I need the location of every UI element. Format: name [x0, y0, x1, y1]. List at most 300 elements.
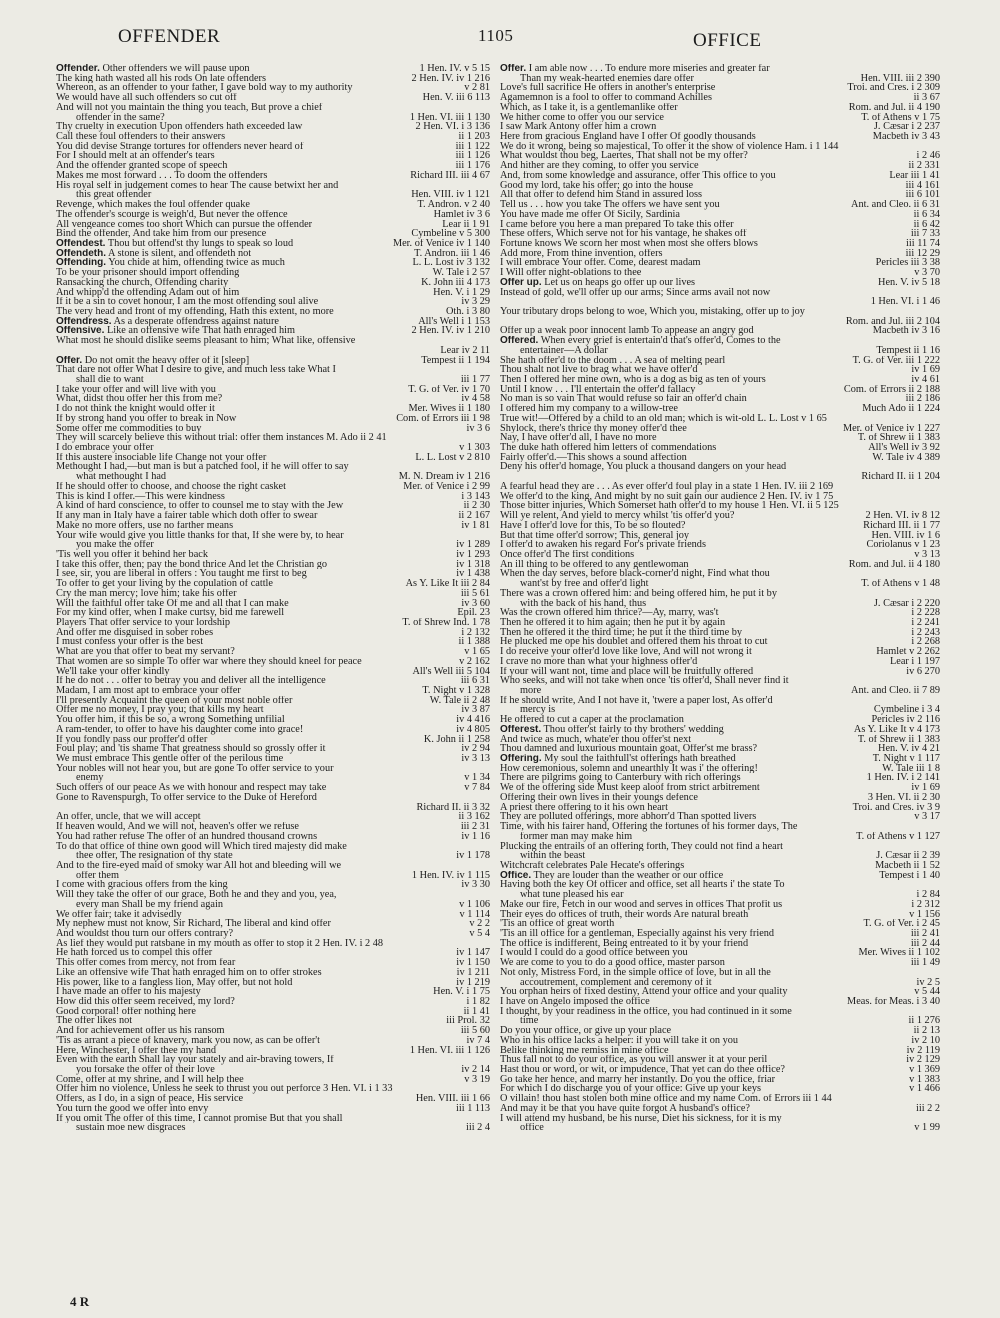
citation: Hen. VIII. iii 2 390 — [858, 74, 940, 84]
entry-line — [500, 385, 940, 395]
citation: i 2 241 — [908, 618, 940, 628]
citation: ii 6 34 — [911, 210, 940, 220]
entry-line — [56, 1123, 490, 1133]
citation: T. Andron. iii 1 46 — [411, 249, 490, 259]
citation: iv 3 29 — [458, 297, 490, 307]
entry-line — [500, 511, 940, 521]
citation: Macbeth iv 3 16 — [870, 326, 940, 336]
entry-text — [56, 1036, 320, 1046]
entry-line — [56, 394, 490, 404]
entry-text — [500, 715, 684, 725]
quotation: Once offer'd The first conditions — [500, 549, 635, 560]
entry-line — [500, 336, 940, 346]
quotation: And may it be that you have quite forgot A husband's office? — [500, 1103, 750, 1114]
quotation: Makes me most forward . . . To doom the offenders — [56, 170, 268, 181]
entry-text — [500, 229, 746, 239]
entry-text — [500, 842, 783, 852]
citation: Rom. and Jul. ii 4 180 — [846, 560, 940, 570]
quotation: You orphan heirs of fixed destiny, Attend your office and your quality — [500, 987, 788, 997]
entry-text — [500, 686, 541, 696]
entry-line — [500, 667, 940, 677]
entry-text — [56, 326, 295, 336]
quotation: As a desperate offendress against nature — [113, 316, 279, 327]
entry-line — [56, 1104, 490, 1114]
entry-line — [56, 365, 490, 375]
entry-text — [500, 793, 698, 803]
entry-text — [500, 103, 678, 113]
entry-line — [500, 1104, 940, 1114]
quotation: Belike thinking me remiss in mine office — [500, 1045, 669, 1056]
quotation: I thought, by your readiness in the office, you had continued in it some — [500, 1006, 792, 1017]
quotation: Thou shalt not live to brag what we have offer'd — [500, 365, 698, 375]
entry-text — [500, 1007, 792, 1017]
citation: All's Well iii 5 104 — [410, 667, 491, 677]
entry-line — [56, 433, 490, 443]
entry-line — [56, 579, 490, 589]
headword: Offending. — [56, 258, 106, 269]
entry-line — [56, 103, 490, 113]
entry-text — [56, 424, 201, 434]
entry-line — [500, 365, 940, 375]
citation: Hen. VIII. iii 1 66 — [413, 1094, 490, 1104]
entry-text — [500, 511, 734, 521]
entry-text — [500, 540, 706, 550]
citation: 2 Hen. VI. iv 8 12 — [863, 511, 940, 521]
citation: 1 Hen. VI. iii 1 130 — [407, 113, 490, 123]
entry-line — [56, 978, 490, 988]
quotation: Make our fire, Fetch in our wood and serves in offices That profit us — [500, 899, 783, 910]
citation: iv 1 69 — [908, 365, 940, 375]
citation: Hen. VIII. iv 1 6 — [869, 531, 940, 541]
citation: ii 1 276 — [906, 1016, 940, 1026]
citation: ii 1 41 — [461, 1007, 490, 1017]
entry-line — [500, 521, 940, 531]
entry-line — [56, 531, 490, 541]
entry-line — [56, 414, 490, 424]
entry-line — [500, 618, 940, 628]
quotation: This offer comes from mercy, not from fear — [56, 958, 236, 968]
entry-text — [500, 346, 608, 356]
entry-line — [500, 171, 940, 181]
quotation: We of the offering side Must keep aloof from strict arbitrement — [500, 783, 760, 793]
quotation: To be your prisoner should import offending — [56, 268, 240, 278]
citation: iv 1 289 — [453, 540, 490, 550]
citation: 2 Hen. IV. iv 1 216 — [409, 74, 490, 84]
quotation: The offer likes not — [56, 1016, 133, 1027]
quotation: You have made me offer Of Sicily, Sardinia — [500, 209, 680, 220]
quotation: Add more, From thine invention, offers — [500, 248, 663, 259]
quotation: I offered him my company to a willow-tree — [500, 404, 678, 414]
entry-line — [500, 1114, 940, 1124]
quotation: I Will offer night-oblations to thee — [500, 268, 642, 278]
entry-text — [56, 210, 288, 220]
quotation: Gone to Ravenspurgh, To offer service to the Duke of Hereford — [56, 792, 317, 803]
entry-line — [56, 492, 490, 502]
citation: Rom. and Jul. iii 2 104 — [843, 317, 940, 327]
entry-text — [56, 880, 228, 890]
quotation: Your wife would give you little thanks for that, If she were by, to hear — [56, 530, 344, 541]
entry-text — [56, 764, 334, 774]
entry-line — [56, 589, 490, 599]
quotation: Tell us . . . how you take The offers we have sent you — [500, 200, 720, 210]
citation: Cymbeline i 3 4 — [871, 705, 940, 715]
citation: Much Ado ii 1 224 — [859, 404, 940, 414]
entry-line — [56, 803, 490, 813]
entry-line — [56, 288, 490, 298]
entry-text — [500, 171, 776, 181]
entry-text — [56, 385, 216, 395]
citation: iv 3 30 — [458, 880, 490, 890]
citation: i 2 46 — [914, 151, 940, 161]
entry-line — [56, 326, 490, 336]
quotation: We would have all such offenders so cut off — [56, 93, 237, 103]
entry-text — [500, 1055, 767, 1065]
citation: ii 1 203 — [456, 132, 490, 142]
entry-line — [56, 1036, 490, 1046]
quotation: Then he offered it the third time; he put it the third time by — [500, 627, 743, 638]
citation: v 5 4 — [466, 929, 490, 939]
quotation: All vengeance comes too short Which can pursue the offender — [56, 219, 313, 230]
quotation: They are louder than the weather or our office — [533, 870, 724, 881]
quotation: A stone is silent, and offendeth not — [108, 248, 252, 259]
entry-line — [500, 968, 940, 978]
entry-line — [56, 472, 490, 482]
entry-text — [56, 968, 322, 978]
citation: Richard II. ii 3 32 — [414, 803, 491, 813]
entry-text — [500, 1075, 775, 1085]
citation: iii 4 161 — [903, 181, 940, 191]
quotation: All that offer to defend him Stand in assured loss — [500, 190, 702, 201]
entry-line — [500, 1046, 940, 1056]
quotation: No man is so vain That would refuse so fair an offer'd chain — [500, 394, 747, 405]
entry-text — [500, 725, 724, 735]
entry-line — [56, 919, 490, 929]
citation: Tempest ii 1 16 — [873, 346, 940, 356]
entry-text — [500, 880, 785, 890]
entry-text — [500, 385, 695, 395]
quotation: Such offers of our peace As we with honour and respect may take — [56, 783, 327, 793]
entry-line — [500, 356, 940, 366]
entry-line — [56, 637, 490, 647]
entry-text — [56, 122, 302, 132]
quotation: Offer him no violence, Unless he seek to thrust you out perforce 3 Hen. VI. i 1 33 — [56, 1084, 393, 1095]
quotation: If you omit The offer of this time, I cannot promise But that you shall — [56, 1113, 343, 1124]
entry-text — [56, 492, 225, 502]
entry-line — [500, 462, 940, 472]
entry-line — [500, 83, 940, 93]
entry-text — [500, 647, 752, 657]
quotation: The very head and front of my offending, Hath this extent, no more — [56, 306, 334, 317]
quotation: There was a crown offered him: and being offered him, he put it by — [500, 588, 777, 599]
entry-line — [500, 705, 940, 715]
entry-text — [56, 628, 213, 638]
entry-line — [56, 249, 490, 259]
entry-text — [500, 326, 754, 336]
citation: Hamlet iv 3 6 — [431, 210, 490, 220]
citation: iii 2 31 — [458, 822, 490, 832]
entry-text — [56, 987, 201, 997]
right-headword: OFFICE — [693, 30, 762, 51]
entry-line — [500, 676, 940, 686]
quotation: Do not omit the heavy offer of it [sleep] — [84, 355, 250, 366]
entry-line — [500, 803, 940, 813]
quotation: True wit!—Offered by a child to an old man; which is wit-old L. L. Lost v 1 65 — [500, 413, 827, 424]
signature-mark: 4 R — [70, 1294, 90, 1309]
entry-text — [500, 861, 684, 871]
entry-line — [500, 589, 940, 599]
quotation: Players That offer service to your lordship — [56, 617, 231, 628]
entry-line — [500, 637, 940, 647]
quotation: Other offenders we will pause upon — [102, 64, 250, 74]
entry-text — [500, 239, 758, 249]
entry-text — [56, 948, 212, 958]
quotation: I do embrace your offer — [56, 443, 154, 453]
quotation: And offer me disguised in sober robes — [56, 627, 214, 638]
entry-text — [56, 725, 303, 735]
quotation: And wouldst thou turn our offers contrary? — [56, 928, 234, 939]
quotation: For which I do discharge you of your office: Give up your keys — [500, 1084, 761, 1095]
entry-line — [500, 317, 940, 327]
citation: 3 Hen. VI. ii 2 30 — [865, 793, 940, 803]
entry-line — [500, 161, 940, 171]
entry-line — [56, 132, 490, 142]
quotation: Will ye relent, And yield to mercy whilst 'tis offer'd you? — [500, 511, 735, 521]
entry-line — [56, 297, 490, 307]
citation: i 2 243 — [908, 628, 940, 638]
entry-text — [500, 550, 634, 560]
entry-line — [500, 346, 940, 356]
citation: T. of Athens v 1 75 — [858, 113, 940, 123]
entry-text — [500, 443, 716, 453]
entry-line — [56, 258, 490, 268]
citation: iii 2 41 — [908, 929, 940, 939]
entry-text — [500, 667, 753, 677]
entry-text — [56, 462, 349, 472]
entry-text — [500, 521, 685, 531]
quotation: Witchcraft celebrates Pale Hecate's offerings — [500, 860, 685, 871]
quotation: And will not you maintain the thing you teach, But prove a chief — [56, 102, 323, 113]
citation: Mer. Wives ii 1 102 — [856, 948, 940, 958]
headword: Offering. — [500, 754, 542, 764]
quotation: I must confess your offer is the best — [56, 637, 204, 648]
entry-text — [56, 171, 267, 181]
entry-line — [56, 754, 490, 764]
citation: As Y. Like It iii 2 84 — [403, 579, 490, 589]
entry-text — [500, 773, 741, 783]
quotation: 'Tis an ill office for a gentleman, Especially against his very friend — [500, 928, 775, 939]
entry-line — [56, 220, 490, 230]
entry-line — [500, 861, 940, 871]
entry-line — [56, 929, 490, 939]
entry-text — [500, 890, 624, 900]
entry-line — [500, 278, 940, 288]
entry-line — [500, 74, 940, 84]
entry-line — [500, 1016, 940, 1026]
entry-text — [56, 258, 285, 268]
entry-text — [56, 307, 334, 317]
quotation: Thou offer'st fairly to thy brothers' wedding — [543, 724, 724, 735]
entry-text — [56, 220, 312, 230]
quotation: He plucked me ope his doublet and offered them his throat to cut — [500, 637, 768, 648]
entry-line — [500, 579, 940, 589]
citation: Richard III. iii 4 67 — [407, 171, 490, 181]
entry-line — [500, 258, 940, 268]
citation: v 3 70 — [911, 268, 940, 278]
quotation: These offers, Which serve not for his vantage, he shakes off — [500, 229, 747, 239]
citation: iv 3 60 — [458, 599, 490, 609]
entry-line — [500, 987, 940, 997]
quotation: 'Tis as arrant a piece of knavery, mark you now, as can be offer't — [56, 1035, 320, 1046]
quotation: And to the fire-eyed maid of smoky war All hot and bleeding will we — [56, 860, 342, 871]
entry-text — [500, 1104, 750, 1114]
citation: iv 2 5 — [914, 978, 940, 988]
entry-text — [56, 1016, 132, 1026]
quotation: Cry the man mercy; love him; take his offer — [56, 588, 237, 599]
citation: Mer. Wives ii 1 180 — [406, 404, 490, 414]
quotation: If it be a sin to covet honour, I am the most offending soul alive — [56, 297, 319, 307]
entry-line — [56, 151, 490, 161]
citation: Mer. of Venice iv 1 227 — [840, 424, 940, 434]
citation: iv 1 293 — [453, 550, 490, 560]
entry-line — [500, 394, 940, 404]
citation: All's Well iv 3 92 — [865, 443, 940, 453]
citation: 1 Hen. IV. iv 1 115 — [409, 871, 490, 881]
entry-line — [56, 1055, 490, 1065]
entry-line — [56, 832, 490, 842]
entry-line — [56, 900, 490, 910]
entry-text — [56, 1007, 196, 1017]
quotation: Then he offered it to him again; then he put it by again — [500, 617, 726, 628]
entry-text — [56, 890, 336, 900]
entry-text — [500, 74, 694, 84]
entry-text — [56, 521, 233, 531]
entry-line — [500, 832, 940, 842]
entry-text — [56, 978, 292, 988]
citation: iii 6 101 — [903, 190, 940, 200]
left-headword: OFFENDER — [118, 26, 221, 47]
quotation: That women are so simple To offer war where they should kneel for peace — [56, 656, 362, 667]
quotation: A fearful head they are . . . As ever offer'd foul play in a state 1 Hen. IV. iii 2 169 — [500, 481, 834, 492]
quotation: Bind the offender, And take him from our presence — [56, 229, 267, 239]
citation: J. Cæsar i 2 220 — [871, 599, 940, 609]
quotation: A ram-tender, to offer to have his daughter come into grace! — [56, 724, 304, 735]
entry-text — [500, 978, 712, 988]
quotation: I would I could do a good office between you — [500, 948, 688, 959]
entry-line — [56, 161, 490, 171]
entry-text — [56, 317, 279, 327]
entry-line — [500, 890, 940, 900]
entry-line — [500, 725, 940, 735]
entry-line — [500, 220, 940, 230]
entry-text — [56, 832, 317, 842]
entry-line — [500, 812, 940, 822]
entry-line — [56, 210, 490, 220]
citation: iii 1 77 — [458, 375, 490, 385]
citation: iv 4 805 — [453, 725, 490, 735]
quotation: He hath forced us to compel this offer — [56, 948, 213, 959]
quotation: I see, sir, you are liberal in offers : You taught me first to beg — [56, 569, 307, 580]
citation: iv 4 58 — [458, 394, 490, 404]
headword: Office. — [500, 870, 532, 881]
entry-line — [56, 608, 490, 618]
entry-line — [500, 1065, 940, 1075]
entry-text — [500, 200, 720, 210]
entry-text — [500, 696, 773, 706]
quotation: I take your offer and will live with you — [56, 384, 216, 395]
entry-text — [56, 851, 233, 861]
entry-line — [500, 239, 940, 249]
quotation: For my kind offer, when I make curtsy, bid me farewell — [56, 608, 285, 618]
citation: 1 Hen. VI. i 1 46 — [868, 297, 940, 307]
citation: iii 1 122 — [453, 142, 490, 152]
quotation: I will attend my husband, be his nurse, Diet his sickness, for it is my — [500, 1113, 782, 1124]
entry-text — [56, 686, 241, 696]
entry-text — [56, 696, 292, 706]
entry-text — [56, 676, 326, 686]
citation: i 1 82 — [464, 997, 490, 1007]
entry-text — [56, 735, 207, 745]
entry-line — [56, 122, 490, 132]
entry-text — [56, 783, 326, 793]
quotation: Let us on heaps go offer up our lives — [544, 277, 696, 288]
entry-line — [56, 453, 490, 463]
quotation: I came before you here a man prepared To take this offer — [500, 219, 734, 230]
quotation: with the back of his hand, thus — [520, 598, 647, 609]
quotation: If you fondly pass our proffer'd offer — [56, 734, 208, 745]
quotation: Offer up a weak poor innocent lamb To appease an angry god — [500, 326, 754, 337]
headword: Offerest. — [500, 724, 542, 735]
citation: iv 3 87 — [458, 705, 490, 715]
citation: iii 5 61 — [458, 589, 490, 599]
quotation: Will the faithful offer take Of me and all that I can make — [56, 598, 289, 609]
entry-text — [500, 404, 678, 414]
entry-line — [56, 1016, 490, 1026]
quotation: Here from gracious England have I offer Of goodly thousands — [500, 132, 756, 142]
entry-line — [500, 647, 940, 657]
entry-text — [56, 74, 266, 84]
entry-line — [56, 997, 490, 1007]
entry-line — [56, 783, 490, 793]
entry-text — [56, 404, 215, 414]
citation: W. Tale i 2 57 — [430, 268, 490, 278]
entry-line — [56, 356, 490, 366]
quotation: And hither are they coming, to offer you service — [500, 161, 699, 171]
entry-text — [56, 667, 170, 677]
entry-line — [500, 1075, 940, 1085]
entry-line — [500, 210, 940, 220]
entry-text — [500, 569, 770, 579]
quotation: Revenge, which makes the foul offender quake — [56, 200, 250, 210]
entry-text — [56, 1055, 334, 1065]
entry-line — [500, 249, 940, 259]
entry-text — [500, 871, 723, 881]
entry-text — [56, 365, 336, 375]
entry-line — [56, 842, 490, 852]
entry-text — [56, 64, 250, 74]
citation: Tempest i 1 40 — [876, 871, 940, 881]
entry-line — [56, 773, 490, 783]
quotation: An ill thing to be offered to any gentlewoman — [500, 559, 689, 570]
quotation: Like an offensive wife That hath enraged him — [106, 326, 295, 337]
entry-line — [56, 647, 490, 657]
quotation: We hither come to offer you our service — [500, 112, 664, 123]
entry-line — [500, 1036, 940, 1046]
entry-text — [56, 871, 119, 881]
citation: Hen. V. iv 5 18 — [875, 278, 940, 288]
citation: Epil. 23 — [454, 608, 490, 618]
citation: ii 2 13 — [911, 1026, 940, 1036]
entry-line — [56, 501, 490, 511]
